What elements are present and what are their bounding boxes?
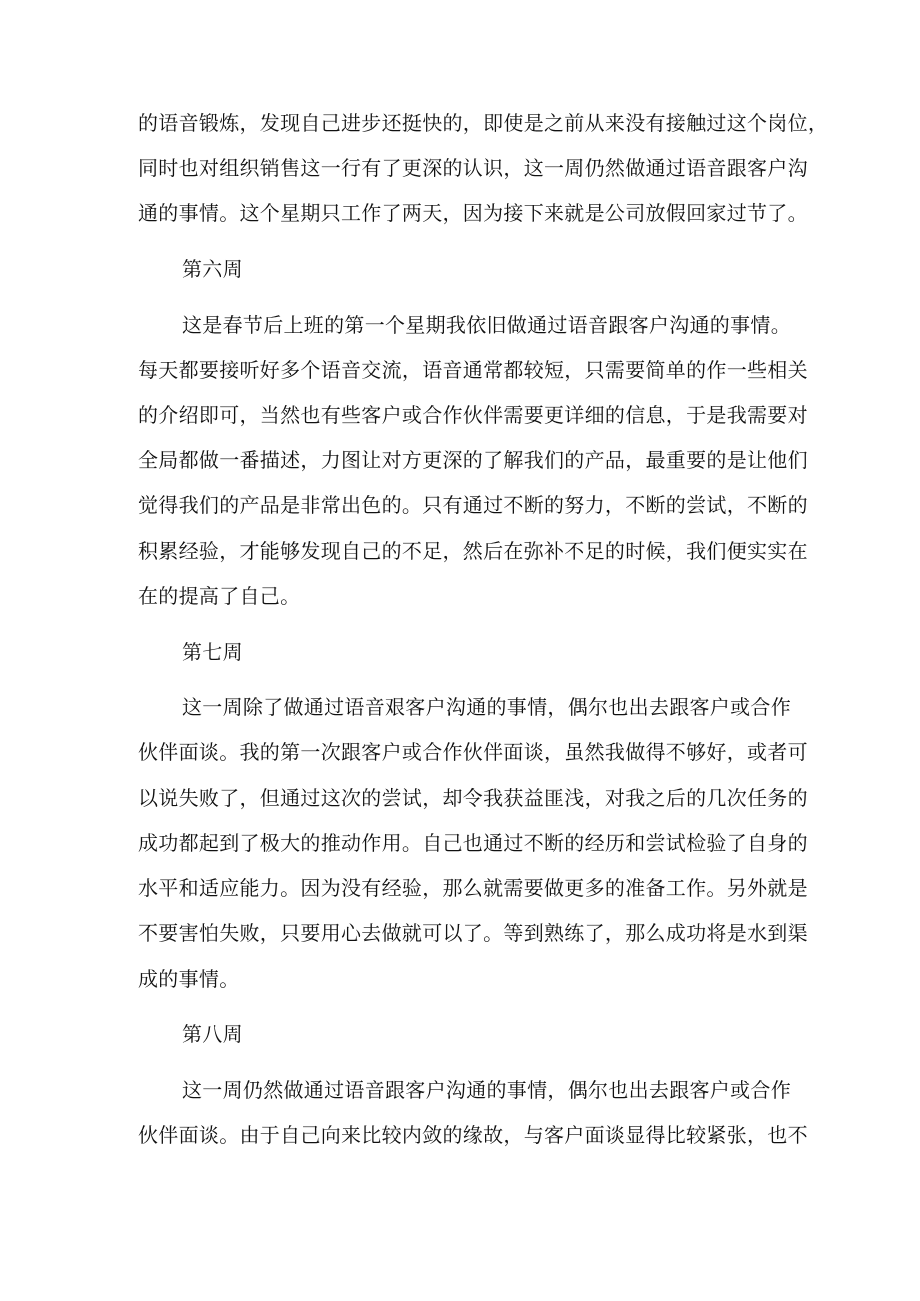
body-text-line: 觉得我们的产品是非常出色的。只有通过不断的努力，不断的尝试，不断的 <box>138 493 808 517</box>
section-heading-week-6: 第六周 <box>182 257 243 281</box>
body-text-line: 不要害怕失败，只要用心去做就可以了。等到熟练了，那么成功将是水到渠 <box>138 921 808 945</box>
body-text-line: 每天都要接听好多个语音交流，语音通常都较短，只需要简单的作一些相关 <box>138 358 808 382</box>
body-text-line: 同时也对组织销售这一行有了更深的认识，这一周仍然做通过语音跟客户沟 <box>138 156 808 180</box>
paragraph-first-line: 这一周除了做通过语音艰客户沟通的事情，偶尔也出去跟客户或合作 <box>182 695 791 719</box>
section-heading-week-8: 第八周 <box>182 1022 243 1046</box>
paragraph-first-line: 这一周仍然做通过语音跟客户沟通的事情，偶尔也出去跟客户或合作 <box>182 1078 791 1102</box>
section-heading-week-7: 第七周 <box>182 640 243 664</box>
body-text-line: 积累经验，才能够发现自己的不足，然后在弥补不足的时候，我们便实实在 <box>138 539 808 563</box>
body-text-line: 的介绍即可，当然也有些客户或合作伙伴需要更详细的信息，于是我需要对 <box>138 403 808 427</box>
body-text-line: 的语音锻炼，发现自己进步还挺快的，即使是之前从来没有接触过这个岗位， <box>138 111 829 135</box>
paragraph-first-line: 这是春节后上班的第一个星期我依旧做通过语音跟客户沟通的事情。 <box>182 313 791 337</box>
body-text-line: 成的事情。 <box>138 967 240 991</box>
body-text-line: 全局都做一番描述，力图让对方更深的了解我们的产品，最重要的是让他们 <box>138 448 808 472</box>
body-text-line: 通的事情。这个星期只工作了两天，因为接下来就是公司放假回家过节了。 <box>138 201 808 225</box>
body-text-line: 以说失败了，但通过这次的尝试，却令我获益匪浅，对我之后的几次任务的 <box>138 786 808 810</box>
body-text-line: 伙伴面谈。我的第一次跟客户或合作伙伴面谈，虽然我做得不够好，或者可 <box>138 740 808 764</box>
body-text-line: 在的提高了自己。 <box>138 584 301 608</box>
body-text-line: 水平和适应能力。因为没有经验，那么就需要做更多的准备工作。另外就是 <box>138 876 808 900</box>
body-text-line: 成功都起到了极大的推动作用。自己也通过不断的经历和尝试检验了自身的 <box>138 831 808 855</box>
body-text-line: 伙伴面谈。由于自己向来比较内敛的缘故，与客户面谈显得比较紧张，也不 <box>138 1123 808 1147</box>
